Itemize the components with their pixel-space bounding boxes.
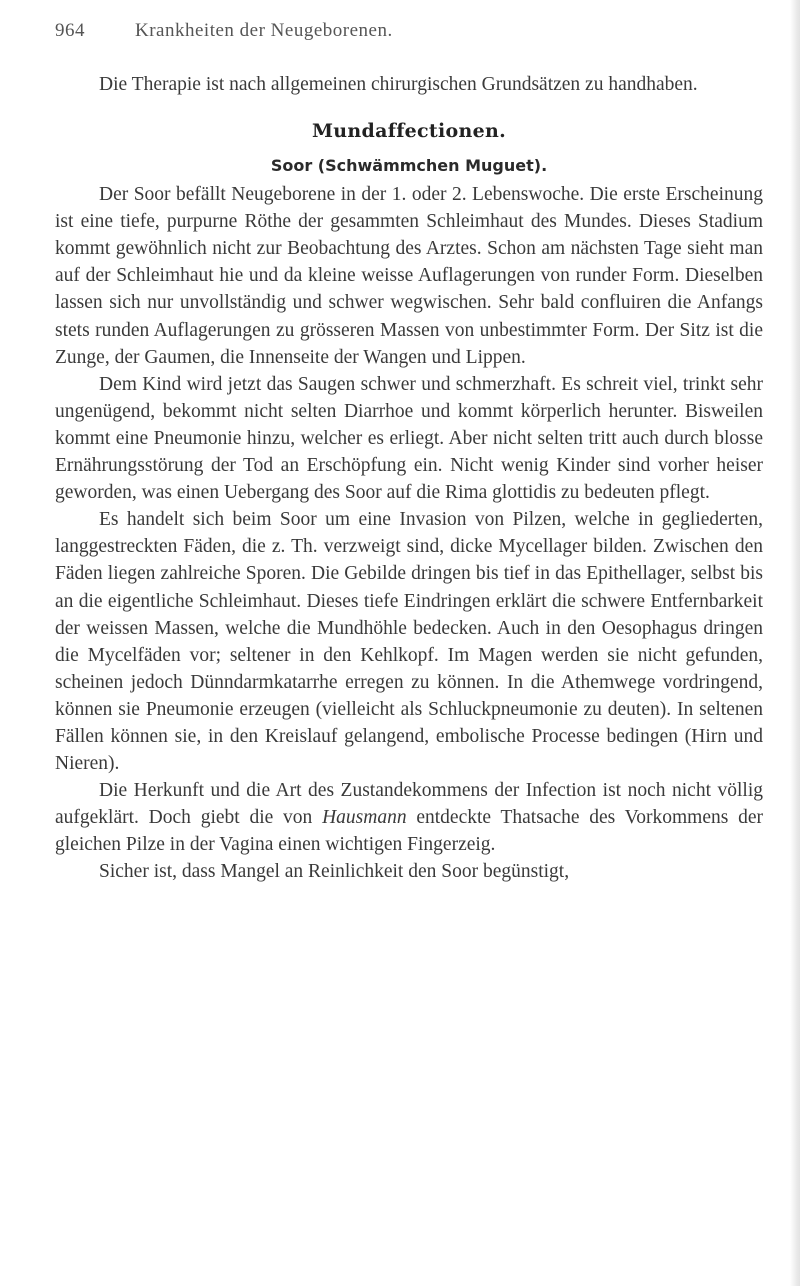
- paragraph-symptoms: Der Soor befällt Neugeborene in der 1. oder 2. Lebenswoche. Die erste Erscheinung ist eine tiefe, purpurne Röthe der gesammten Schleimhaut des Mundes. Dieses Stadium kommt gewöhnlich nicht zur Beobachtung des Arztes. Schon am nächsten Tage sieht man auf der Schleimhaut hie und da kleine weisse Auflagerungen von runder Form. Dieselben lassen sich nur unvollständig und schwer wegwischen. Sehr bald confluiren die Anfangs stets runden Auflagerungen zu grösseren Massen von unbestimmter Form. Der Sitz ist die Zunge, der Gaumen, die Innenseite der Wangen und Lippen.: [55, 184, 763, 368]
- running-head: Krankheiten der Neugeborenen.: [135, 20, 393, 41]
- subsection-title: Soor (Schwämmchen Muguet).: [270, 156, 548, 176]
- section-title: Mundaffectionen.: [311, 120, 507, 143]
- paragraph-origin: [55, 777, 763, 858]
- origin-text-before: Die Herkunft und die Art des Zustandekommens der Infection ist noch nicht völlig aufgeklärt. Doch giebt die von: [55, 780, 763, 829]
- paragraph-last-line: Sicher ist, dass Mangel an Reinlichkeit den Soor begünstigt,: [99, 861, 570, 883]
- author-name: Hausmann: [322, 807, 407, 829]
- page-edge-shadow: [790, 0, 800, 1286]
- paragraph-course: Dem Kind wird jetzt das Saugen schwer und schmerzhaft. Es schreit viel, trinkt sehr ungenügend, bekommt nicht selten Diarrhoe und kommt körperlich herunter. Bisweilen kommt eine Pneumonie hinzu, welcher es erliegt. Aber nicht selten tritt auch durch blosse Ernährungsstörung der Tod an Erschöpfung ein. Nicht wenig Kinder sind vorher heiser geworden, was einen Uebergang des Soor auf die Rima glottidis zu bedeuten pflegt.: [55, 373, 763, 504]
- page-number: 964: [55, 20, 85, 41]
- book-page: [55, 20, 763, 886]
- origin-text-after: entdeckte Thatsache des Vorkommens der gleichen Pilze in der Vagina einen wichtigen Fingerzeig.: [55, 807, 763, 856]
- body-text: [55, 71, 763, 886]
- page-header: [55, 20, 763, 46]
- intro-paragraph: Die Therapie ist nach allgemeinen chirurgischen Grundsätzen zu handhaben.: [99, 74, 698, 95]
- paragraph-pathology: Es handelt sich beim Soor um eine Invasion von Pilzen, welche in gegliederten, langgestreckten Fäden, die z. Th. verzweigt sind, dicke Mycellager bilden. Zwischen den Fäden liegen zahlreiche Sporen. Die Gebilde dringen bis tief in das Epithellager, selbst bis an die eigentliche Schleimhaut. Dieses tiefe Eindringen erklärt die schwere Entfernbarkeit der weissen Massen, welche die Mundhöhle bedecken. Auch in den Oesophagus dringen die Mycelfäden vor; seltener in den Kehlkopf. Im Magen werden sie nicht gefunden, scheinen jedoch Dünndarmkatarrhe erregen zu können. In die Athemwege vordringend, können sie Pneumonie erzeugen (vielleicht als Schluckpneumonie zu deuten). In seltenen Fällen können sie, in den Kreislauf gelangend, embolische Processe bedingen (Hirn und Nieren).: [55, 509, 763, 775]
